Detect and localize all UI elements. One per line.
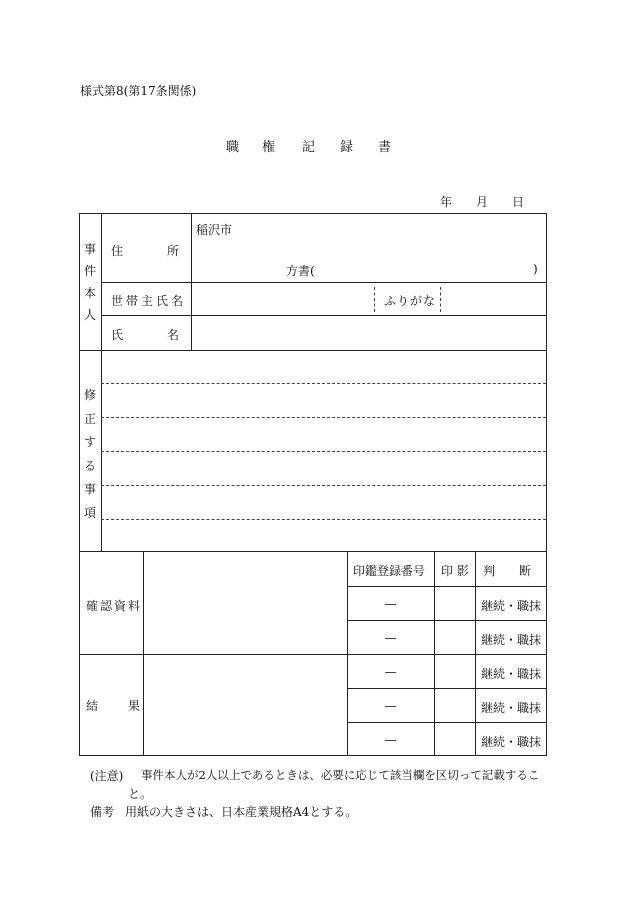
address-care-of: 方書(	[286, 264, 315, 278]
date-day-label: 日	[512, 195, 525, 209]
verification-judgment-2: 継続・職抹	[481, 633, 542, 647]
result-label: 結 果	[86, 699, 143, 713]
date-line	[440, 193, 524, 210]
verification-label: 確認資料	[86, 599, 143, 613]
title-char: 職	[226, 140, 240, 155]
name-label: 氏 名	[111, 328, 182, 342]
result-judgment-2: 継続・職抹	[481, 701, 542, 715]
seal-image-header: 印 影	[441, 564, 469, 578]
caution-text-line-2: と。	[128, 787, 153, 801]
seal-number-header: 印鑑登録番号	[353, 564, 426, 578]
person-group-label: 事 件 本 人	[83, 242, 96, 322]
householder-name-label: 世帯主氏名	[111, 294, 187, 308]
title-char: 書	[378, 140, 392, 155]
caution-text-line-1: 事件本人が2人以上であるときは、必要に応じて該当欄を区切って記載するこ	[141, 768, 540, 782]
title-char: 記	[302, 140, 316, 155]
judgment-header: 判 断	[483, 564, 532, 578]
caution-label: (注意)	[90, 769, 124, 783]
verification-seal-number-1: —	[384, 597, 397, 611]
correction-label: 修 正 す る 事 項	[83, 388, 96, 520]
address-city: 稲沢市	[196, 223, 233, 237]
remark-label: 備考	[90, 805, 115, 819]
title-char: 録	[340, 140, 354, 155]
form-number-label: 様式第8(第17条関係)	[80, 84, 197, 98]
result-seal-number-3: —	[384, 733, 397, 747]
remark-text: 用紙の大きさは、日本産業規格A4とする。	[125, 805, 358, 819]
title-char: 権	[262, 140, 276, 155]
address-close-paren: )	[533, 262, 538, 276]
result-judgment-1: 継続・職抹	[481, 667, 542, 681]
date-year-label: 年	[440, 195, 453, 209]
date-month-label: 月	[476, 195, 489, 209]
address-label: 住 所	[111, 244, 182, 258]
result-seal-number-1: —	[384, 665, 397, 679]
result-seal-number-2: —	[384, 699, 397, 713]
document-title	[226, 136, 391, 155]
verification-judgment-1: 継続・職抹	[481, 599, 542, 613]
furigana-label: ふりがな	[384, 294, 437, 308]
verification-seal-number-2: —	[384, 631, 397, 645]
result-judgment-3: 継続・職抹	[481, 735, 542, 749]
